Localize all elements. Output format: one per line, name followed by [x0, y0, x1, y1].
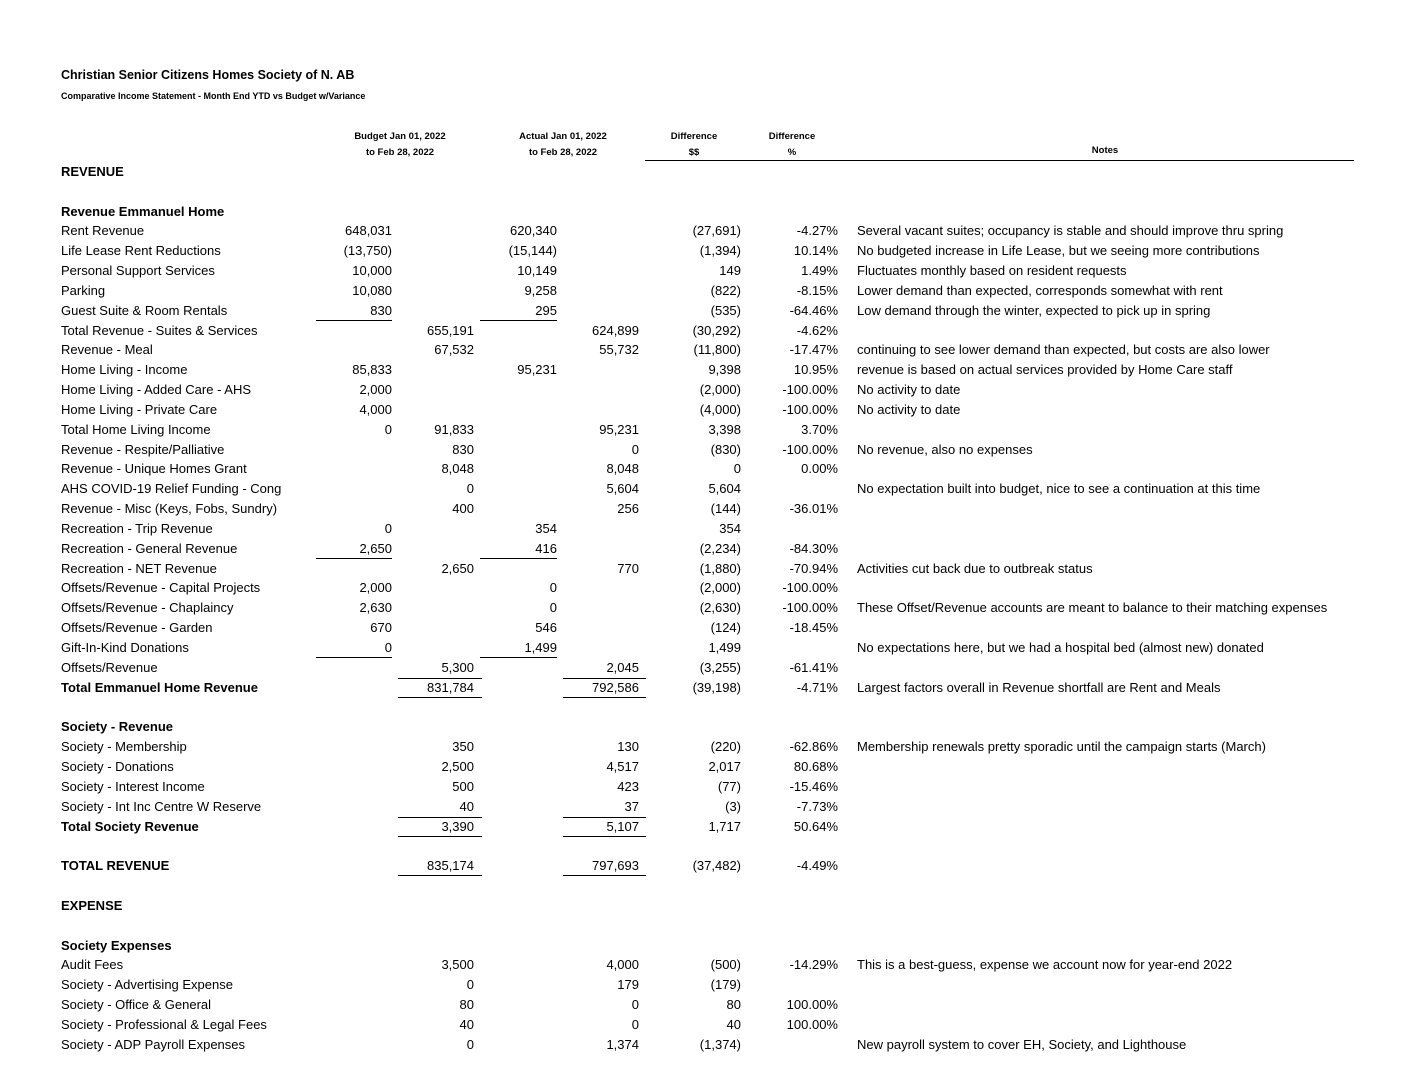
difference-dollars-cell: (2,630)	[699, 600, 741, 615]
budget-society-overline	[398, 817, 482, 818]
budget-total-cell: 2,650	[441, 561, 474, 576]
budget-detail-cell: 648,031	[345, 223, 392, 238]
row-label: Offsets/Revenue - Chaplaincy	[61, 600, 234, 615]
budget-total-cell: 350	[452, 739, 474, 754]
budget-detail-cell: 670	[370, 620, 392, 635]
difference-percent-cell: -62.86%	[789, 739, 838, 754]
difference-dollars-cell: (822)	[710, 283, 741, 298]
actual-total-cell: 423	[617, 779, 639, 794]
row-label: Parking	[61, 283, 106, 298]
difference-dollars-cell: (1,880)	[699, 561, 741, 576]
difference-dollars-cell: 0	[733, 461, 741, 476]
diff-dollars-header-line-1: Difference	[670, 131, 718, 142]
table-row	[0, 757, 1408, 777]
row-label: Rent Revenue	[61, 223, 145, 238]
table-row	[0, 380, 1408, 400]
row-label: Home Living - Income	[61, 362, 188, 377]
difference-percent-cell: -14.29%	[789, 957, 838, 972]
difference-dollars-cell: (39,198)	[692, 680, 741, 695]
difference-dollars-cell: (830)	[710, 442, 741, 457]
table-row	[0, 400, 1408, 420]
actual-detail-cell: (15,144)	[508, 243, 557, 258]
difference-dollars-cell: 80	[726, 997, 741, 1012]
budget-detail-cell: 2,000	[359, 580, 392, 595]
row-label: Gift-In-Kind Donations	[61, 640, 189, 655]
difference-percent-cell: -100.00%	[782, 600, 838, 615]
actual-total-cell: 4,517	[606, 759, 639, 774]
difference-dollars-cell: (2,000)	[699, 580, 741, 595]
table-row	[0, 658, 1408, 678]
table-row	[0, 777, 1408, 797]
diff-dollars-column-header	[654, 129, 734, 161]
actual-recreation-underline	[480, 558, 557, 559]
row-label: Society Expenses	[61, 938, 172, 953]
difference-dollars-cell: 354	[719, 521, 741, 536]
actual-total-cell: 0	[631, 997, 639, 1012]
budget-total-underline	[398, 875, 482, 876]
notes-cell: No expectation built into budget, nice to see a continuation at this time	[857, 481, 1261, 496]
table-row	[0, 519, 1408, 539]
actual-subtotal-underline	[480, 320, 557, 321]
budget-recreation-underline	[316, 558, 392, 559]
difference-percent-cell: 50.64%	[793, 819, 838, 834]
difference-dollars-cell: 40	[726, 1017, 741, 1032]
row-label: Guest Suite & Room Rentals	[61, 303, 228, 318]
notes-cell: Membership renewals pretty sporadic until the campaign starts (March)	[857, 739, 1266, 754]
notes-column-header: Notes	[1091, 145, 1119, 156]
table-row	[0, 321, 1408, 341]
notes-cell: revenue is based on actual services provided by Home Care staff	[857, 362, 1233, 377]
difference-dollars-cell: 1,717	[708, 819, 741, 834]
budget-total-cell: 80	[459, 997, 474, 1012]
difference-percent-cell: -64.46%	[789, 303, 838, 318]
row-label: Society - Interest Income	[61, 779, 205, 794]
actual-total-cell: 770	[617, 561, 639, 576]
notes-cell: This is a best-guess, expense we account now for year-end 2022	[857, 957, 1233, 972]
difference-dollars-cell: 9,398	[708, 362, 741, 377]
difference-dollars-cell: (4,000)	[699, 402, 741, 417]
difference-dollars-cell: (144)	[710, 501, 741, 516]
actual-detail-cell: 1,499	[524, 640, 557, 655]
row-label: Society - Donations	[61, 759, 174, 774]
difference-dollars-cell: (1,394)	[699, 243, 741, 258]
actual-column-header	[493, 129, 633, 161]
notes-cell: No activity to date	[857, 382, 961, 397]
difference-dollars-cell: (11,800)	[693, 342, 741, 357]
budget-offsets-underline	[316, 657, 392, 658]
row-label: Total Emmanuel Home Revenue	[61, 680, 258, 695]
difference-percent-cell: -36.01%	[789, 501, 838, 516]
actual-total-cell: 5,107	[606, 819, 639, 834]
diff-pct-column-header	[752, 129, 832, 161]
difference-percent-cell: -100.00%	[782, 580, 838, 595]
row-label: Home Living - Added Care - AHS	[61, 382, 252, 397]
table-row	[0, 360, 1408, 380]
row-label: Personal Support Services	[61, 263, 215, 278]
actual-detail-cell: 10,149	[517, 263, 557, 278]
difference-percent-cell: -15.46%	[789, 779, 838, 794]
row-label: Audit Fees	[61, 957, 124, 972]
actual-detail-cell: 95,231	[517, 362, 557, 377]
budget-detail-cell: 2,650	[359, 541, 392, 556]
table-row	[0, 995, 1408, 1015]
row-label: Society - Advertising Expense	[61, 977, 233, 992]
difference-percent-cell: -61.41%	[789, 660, 838, 675]
difference-dollars-cell: (2,000)	[699, 382, 741, 397]
notes-cell: No budgeted increase in Life Lease, but we seeing more contributions	[857, 243, 1260, 258]
row-label: Offsets/Revenue	[61, 660, 158, 675]
difference-dollars-cell: (3)	[725, 799, 741, 814]
actual-detail-cell: 620,340	[510, 223, 557, 238]
actual-header-line-2: to Feb 28, 2022	[528, 147, 598, 158]
difference-dollars-cell: 149	[719, 263, 741, 278]
actual-detail-cell: 416	[535, 541, 557, 556]
budget-eh-total-overline	[398, 678, 482, 679]
actual-society-underline	[563, 836, 646, 837]
difference-dollars-cell: (2,234)	[699, 541, 741, 556]
table-row	[0, 459, 1408, 479]
row-label: Total Revenue - Suites & Services	[61, 323, 258, 338]
row-label: Revenue - Unique Homes Grant	[61, 461, 247, 476]
table-row	[0, 479, 1408, 499]
table-row	[0, 817, 1408, 837]
difference-percent-cell: -18.45%	[789, 620, 838, 635]
actual-total-cell: 792,586	[592, 680, 639, 695]
difference-percent-cell: -70.94%	[789, 561, 838, 576]
row-label: Society - Revenue	[61, 719, 173, 734]
budget-header-line-2: to Feb 28, 2022	[365, 147, 435, 158]
notes-cell: These Offset/Revenue accounts are meant to balance to their matching expenses	[857, 600, 1328, 615]
difference-percent-cell: 100.00%	[786, 1017, 838, 1032]
row-label: Offsets/Revenue - Garden	[61, 620, 213, 635]
budget-subtotal-underline	[316, 320, 392, 321]
table-row	[0, 717, 1408, 737]
budget-header-line-1: Budget Jan 01, 2022	[354, 131, 446, 142]
actual-detail-cell: 354	[535, 521, 557, 536]
table-row	[0, 975, 1408, 995]
budget-total-cell: 655,191	[427, 323, 474, 338]
table-row	[0, 340, 1408, 360]
table-row	[0, 578, 1408, 598]
row-label: Society - Membership	[61, 739, 187, 754]
budget-column-header	[330, 129, 470, 161]
difference-percent-cell: -4.62%	[796, 323, 838, 338]
actual-detail-cell: 295	[535, 303, 557, 318]
table-row	[0, 737, 1408, 757]
actual-total-cell: 4,000	[606, 957, 639, 972]
budget-total-cell: 500	[452, 779, 474, 794]
budget-total-cell: 5,300	[441, 660, 474, 675]
row-label: Revenue - Misc (Keys, Fobs, Sundry)	[61, 501, 278, 516]
budget-total-cell: 91,833	[434, 422, 474, 437]
difference-dollars-cell: (179)	[710, 977, 741, 992]
difference-dollars-cell: (535)	[710, 303, 741, 318]
diff-dollars-header-line-2: $$	[688, 147, 700, 158]
difference-percent-cell: 1.49%	[801, 263, 838, 278]
budget-detail-cell: 0	[384, 521, 392, 536]
notes-cell: No revenue, also no expenses	[857, 442, 1033, 457]
difference-percent-cell: 100.00%	[786, 997, 838, 1012]
difference-dollars-cell: (220)	[710, 739, 741, 754]
budget-detail-cell: 0	[384, 422, 392, 437]
row-label: Society - Int Inc Centre W Reserve	[61, 799, 262, 814]
budget-total-cell: 8,048	[441, 461, 474, 476]
table-row	[0, 539, 1408, 559]
table-row	[0, 1015, 1408, 1035]
budget-total-cell: 835,174	[427, 858, 474, 873]
table-row	[0, 261, 1408, 281]
difference-dollars-cell: 5,604	[708, 481, 741, 496]
budget-total-cell: 0	[466, 977, 474, 992]
table-row	[0, 638, 1408, 658]
budget-detail-cell: 2,630	[359, 600, 392, 615]
table-row	[0, 162, 1408, 182]
table-row	[0, 955, 1408, 975]
header-divider	[645, 160, 1354, 161]
difference-percent-cell: 10.95%	[793, 362, 838, 377]
difference-dollars-cell: 3,398	[708, 422, 741, 437]
actual-total-cell: 179	[617, 977, 639, 992]
notes-cell: No activity to date	[857, 402, 961, 417]
difference-dollars-cell: 1,499	[708, 640, 741, 655]
actual-total-cell: 5,604	[606, 481, 639, 496]
difference-percent-cell: 80.68%	[793, 759, 838, 774]
table-row	[0, 678, 1408, 698]
notes-cell: No expectations here, but we had a hospital bed (almost new) donated	[857, 640, 1264, 655]
row-label: Offsets/Revenue - Capital Projects	[61, 580, 261, 595]
table-row	[0, 440, 1408, 460]
table-row	[0, 301, 1408, 321]
table-row	[0, 936, 1408, 956]
row-label: AHS COVID-19 Relief Funding - Cong	[61, 481, 282, 496]
table-row	[0, 896, 1408, 916]
row-label: EXPENSE	[61, 898, 123, 913]
actual-detail-cell: 0	[549, 600, 557, 615]
report-title: Christian Senior Citizens Homes Society of N. AB	[61, 68, 355, 82]
difference-dollars-cell: (37,482)	[692, 858, 741, 873]
actual-total-cell: 0	[631, 442, 639, 457]
table-row	[0, 202, 1408, 222]
budget-detail-cell: 4,000	[359, 402, 392, 417]
table-row	[0, 499, 1408, 519]
table-row	[0, 856, 1408, 876]
budget-total-cell: 830	[452, 442, 474, 457]
row-label: Home Living - Private Care	[61, 402, 218, 417]
budget-total-cell: 400	[452, 501, 474, 516]
actual-total-cell: 95,231	[599, 422, 639, 437]
row-label: TOTAL REVENUE	[61, 858, 170, 873]
difference-dollars-cell: (30,292)	[692, 323, 741, 338]
table-row	[0, 241, 1408, 261]
budget-total-cell: 3,390	[441, 819, 474, 834]
difference-dollars-cell: (124)	[710, 620, 741, 635]
difference-dollars-cell: (1,374)	[699, 1037, 741, 1052]
difference-percent-cell: -17.47%	[789, 342, 838, 357]
row-label: Revenue - Respite/Palliative	[61, 442, 225, 457]
budget-total-cell: 831,784	[427, 680, 474, 695]
table-row	[0, 420, 1408, 440]
actual-total-cell: 2,045	[606, 660, 639, 675]
actual-total-cell: 55,732	[599, 342, 639, 357]
actual-total-cell: 8,048	[606, 461, 639, 476]
row-label: Society - ADP Payroll Expenses	[61, 1037, 246, 1052]
table-row	[0, 281, 1408, 301]
actual-detail-cell: 0	[549, 580, 557, 595]
budget-total-cell: 67,532	[434, 342, 474, 357]
row-label: Recreation - General Revenue	[61, 541, 238, 556]
actual-total-underline	[563, 875, 646, 876]
actual-eh-total-underline	[563, 697, 646, 698]
budget-total-cell: 3,500	[441, 957, 474, 972]
row-label: Recreation - NET Revenue	[61, 561, 217, 576]
budget-detail-cell: 10,000	[352, 263, 392, 278]
difference-percent-cell: 3.70%	[801, 422, 838, 437]
difference-percent-cell: 10.14%	[793, 243, 838, 258]
difference-percent-cell: -4.27%	[796, 223, 838, 238]
row-label: Total Society Revenue	[61, 819, 199, 834]
difference-percent-cell: -4.71%	[796, 680, 838, 695]
budget-total-cell: 0	[466, 481, 474, 496]
actual-society-overline	[563, 817, 646, 818]
row-label: Recreation - Trip Revenue	[61, 521, 213, 536]
difference-percent-cell: -4.49%	[796, 858, 838, 873]
budget-detail-cell: 85,833	[352, 362, 392, 377]
table-row	[0, 559, 1408, 579]
actual-eh-total-overline	[563, 678, 646, 679]
budget-total-cell: 2,500	[441, 759, 474, 774]
notes-cell: Largest factors overall in Revenue shortfall are Rent and Meals	[857, 680, 1221, 695]
row-label: Life Lease Rent Reductions	[61, 243, 221, 258]
table-row	[0, 598, 1408, 618]
notes-cell: Activities cut back due to outbreak status	[857, 561, 1093, 576]
actual-offsets-underline	[480, 657, 557, 658]
budget-detail-cell: 0	[384, 640, 392, 655]
difference-dollars-cell: (77)	[717, 779, 741, 794]
table-row	[0, 797, 1408, 817]
budget-society-underline	[398, 836, 482, 837]
diff-pct-header-line-2: %	[787, 147, 797, 158]
difference-dollars-cell: (500)	[710, 957, 741, 972]
budget-detail-cell: 10,080	[352, 283, 392, 298]
difference-percent-cell: -100.00%	[782, 442, 838, 457]
actual-total-cell: 1,374	[606, 1037, 639, 1052]
table-row	[0, 618, 1408, 638]
row-label: Revenue Emmanuel Home	[61, 204, 225, 219]
difference-percent-cell: -100.00%	[782, 382, 838, 397]
row-label: Society - Office & General	[61, 997, 212, 1012]
difference-percent-cell: -100.00%	[782, 402, 838, 417]
actual-total-cell: 37	[624, 799, 639, 814]
row-label: Total Home Living Income	[61, 422, 211, 437]
table-row	[0, 1035, 1408, 1055]
budget-total-cell: 40	[459, 1017, 474, 1032]
budget-detail-cell: 2,000	[359, 382, 392, 397]
budget-detail-cell: (13,750)	[343, 243, 392, 258]
row-label: Society - Professional & Legal Fees	[61, 1017, 267, 1032]
difference-percent-cell: -8.15%	[796, 283, 838, 298]
actual-header-line-1: Actual Jan 01, 2022	[519, 131, 607, 142]
notes-cell: Low demand through the winter, expected to pick up in spring	[857, 303, 1211, 318]
difference-dollars-cell: 2,017	[708, 759, 741, 774]
actual-detail-cell: 546	[535, 620, 557, 635]
actual-total-cell: 256	[617, 501, 639, 516]
notes-cell: Several vacant suites; occupancy is stable and should improve thru spring	[857, 223, 1284, 238]
notes-cell: Lower demand than expected, corresponds somewhat with rent	[857, 283, 1223, 298]
budget-detail-cell: 830	[370, 303, 392, 318]
notes-cell: continuing to see lower demand than expected, but costs are also lower	[857, 342, 1270, 357]
difference-percent-cell: 0.00%	[801, 461, 838, 476]
difference-dollars-cell: (3,255)	[699, 660, 741, 675]
actual-total-cell: 624,899	[592, 323, 639, 338]
notes-cell: New payroll system to cover EH, Society, and Lighthouse	[857, 1037, 1187, 1052]
actual-total-cell: 797,693	[592, 858, 639, 873]
difference-dollars-cell: (27,691)	[692, 223, 741, 238]
difference-percent-cell: -7.73%	[796, 799, 838, 814]
report-subtitle: Comparative Income Statement - Month End YTD vs Budget w/Variance	[61, 91, 366, 101]
budget-total-cell: 40	[459, 799, 474, 814]
row-label: REVENUE	[61, 164, 124, 179]
notes-cell: Fluctuates monthly based on resident requests	[857, 263, 1127, 278]
table-row	[0, 221, 1408, 241]
row-label: Revenue - Meal	[61, 342, 153, 357]
budget-eh-total-underline	[398, 697, 482, 698]
difference-percent-cell: -84.30%	[789, 541, 838, 556]
actual-total-cell: 130	[617, 739, 639, 754]
actual-detail-cell: 9,258	[524, 283, 557, 298]
diff-pct-header-line-1: Difference	[768, 131, 816, 142]
actual-total-cell: 0	[631, 1017, 639, 1032]
budget-total-cell: 0	[466, 1037, 474, 1052]
